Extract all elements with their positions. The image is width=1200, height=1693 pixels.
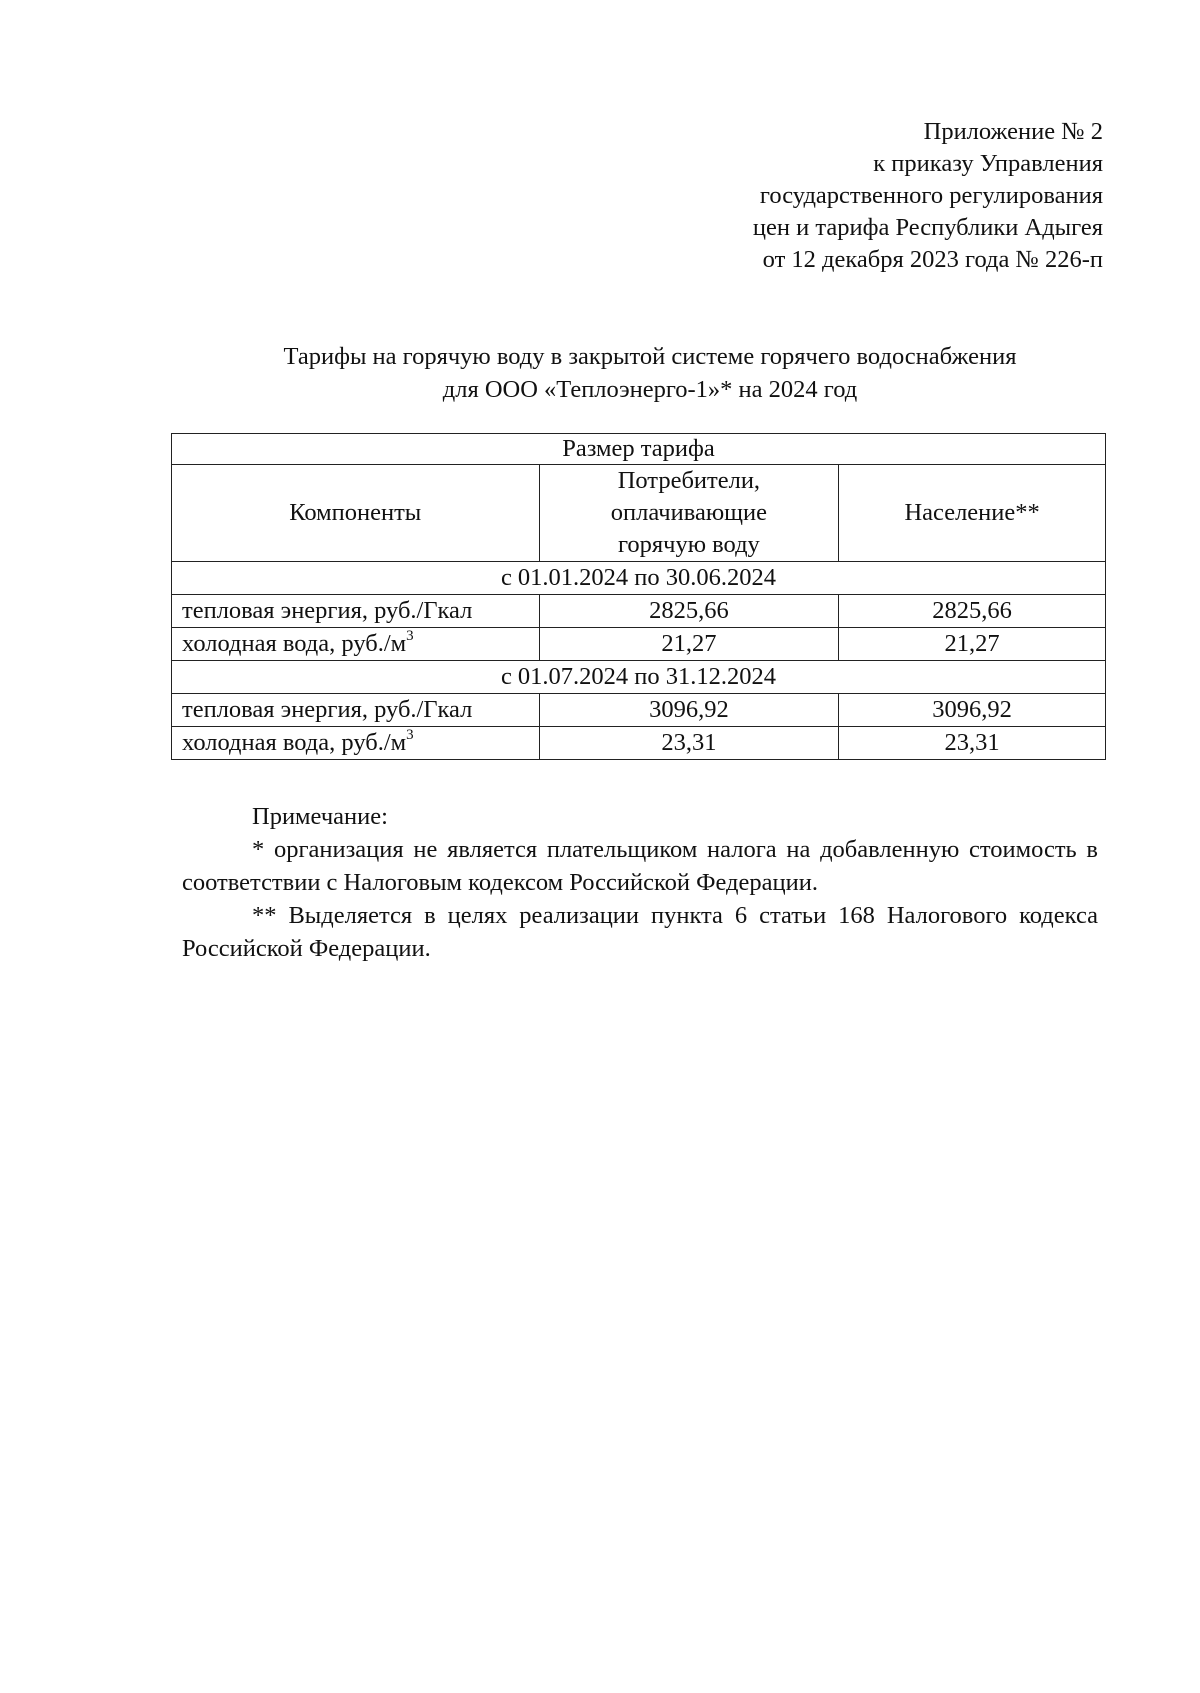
component-name xyxy=(172,727,540,760)
title-line-1: Тарифы на горячую воду в закрытой системе горячего водоснабжения xyxy=(283,343,1017,370)
population-value: 2825,66 xyxy=(839,595,1106,628)
period-label: с 01.01.2024 по 30.06.2024 xyxy=(172,562,1106,595)
component-name: тепловая энергия, руб./Гкал xyxy=(172,694,540,727)
population-value: 23,31 xyxy=(839,727,1106,760)
document-title xyxy=(120,340,1180,406)
title-line-2: для ООО «Теплоэнерго-1»* на 2024 год xyxy=(442,376,858,403)
table-header-row xyxy=(172,434,1106,465)
table-row xyxy=(172,628,1106,661)
population-value: 3096,92 xyxy=(839,694,1106,727)
table-row xyxy=(172,694,1106,727)
table-row xyxy=(172,595,1106,628)
table-columns-row xyxy=(172,465,1106,562)
appendix-order-ref: к приказу Управления xyxy=(873,150,1103,177)
consumers-value: 21,27 xyxy=(539,628,839,661)
consumers-value: 23,31 xyxy=(539,727,839,760)
period-row xyxy=(172,661,1106,694)
period-label: с 01.07.2024 по 31.12.2024 xyxy=(172,661,1106,694)
notes-section xyxy=(182,800,1098,965)
col-consumers-line-2: оплачивающие xyxy=(610,499,767,526)
col-consumers-line-1: Потребители, xyxy=(617,467,761,494)
notes-label: Примечание: xyxy=(252,803,388,830)
note-vat: * организация не является плательщиком налога на добавленную стоимость в соответствии с Налоговым кодексом Российской Федерации. xyxy=(182,836,1098,896)
component-name-text: холодная вода, руб./м xyxy=(182,630,407,657)
appendix-authority-1: государственного регулирования xyxy=(759,182,1103,209)
col-components: Компоненты xyxy=(172,465,540,562)
period-row xyxy=(172,562,1106,595)
header-tariff-size: Размер тарифа xyxy=(172,434,1106,465)
col-consumers xyxy=(539,465,839,562)
component-name xyxy=(172,628,540,661)
consumers-value: 3096,92 xyxy=(539,694,839,727)
appendix-number: Приложение № 2 xyxy=(923,118,1103,145)
component-name-text: холодная вода, руб./м xyxy=(182,729,407,756)
note-population: ** Выделяется в целях реализации пункта 6 статьи 168 Налогового кодекса Российской Федерации. xyxy=(182,902,1098,962)
table-row xyxy=(172,727,1106,760)
appendix-header xyxy=(603,116,1103,276)
unit-exponent: 3 xyxy=(406,627,414,644)
component-name: тепловая энергия, руб./Гкал xyxy=(172,595,540,628)
tariff-table xyxy=(171,433,1106,760)
appendix-date-number: от 12 декабря 2023 года № 226-п xyxy=(762,246,1103,273)
consumers-value: 2825,66 xyxy=(539,595,839,628)
col-population: Население** xyxy=(839,465,1106,562)
unit-exponent: 3 xyxy=(406,726,414,743)
population-value: 21,27 xyxy=(839,628,1106,661)
col-consumers-line-3: горячую воду xyxy=(617,531,760,558)
appendix-authority-2: цен и тарифа Республики Адыгея xyxy=(752,214,1103,241)
